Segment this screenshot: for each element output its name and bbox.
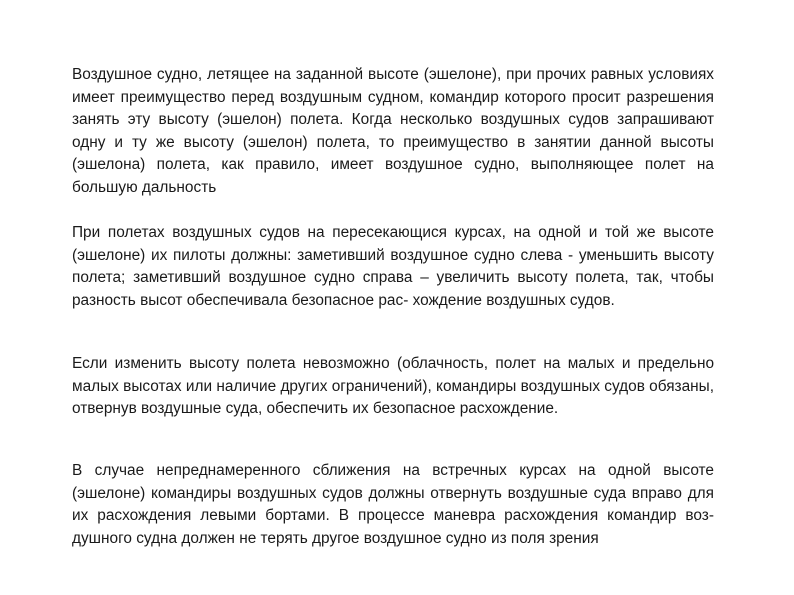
paragraph-altitude-priority: Воздушное судно, летящее на заданной высоте (эшелоне), при прочих равных условиях имеет преимущество перед воздушным судном, командир которого просит разрешения занять эту высоту (эшелон) полета. Когда несколько воздушных судов запрашивают одну и ту же высоту (эшелон) полета, то преимущество в занятии данной высоты (эшелона) полета, как правило, имеет воздушное судно, выполняющее полет на большую дальность <box>72 66 714 196</box>
paragraph-crossing-courses: При полетах воздушных судов на пересекающися курсах, на одной и той же высоте (эшелоне) их пилоты должны: заметивший воздушное судно слева - уменьшить высоту полета; заметивший воздушное судно справа – увеличить высоту полета, так, чтобы разность высот обеспечивала безопасное рас- хождение воздушных судов. <box>72 224 714 309</box>
paragraph-head-on-approach: В случае непреднамеренного сближения на встречных курсах на одной высоте (эшелоне) командиры воздушных судов должны отвернуть воздушные суда вправо для их расхождения левыми бортами. В процессе маневра расхождения командир воз- душного судна должен не терять другое воздушное судно из поля зрения <box>72 462 714 547</box>
paragraph-altitude-change-impossible: Если изменить высоту полета невозможно (облачность, полет на малых и предельно малых высотах или наличие других ограничений), командиры воздушных судов обязаны, отвернув воздушные суда, обеспечить их безопасное расхождение. <box>72 355 714 418</box>
